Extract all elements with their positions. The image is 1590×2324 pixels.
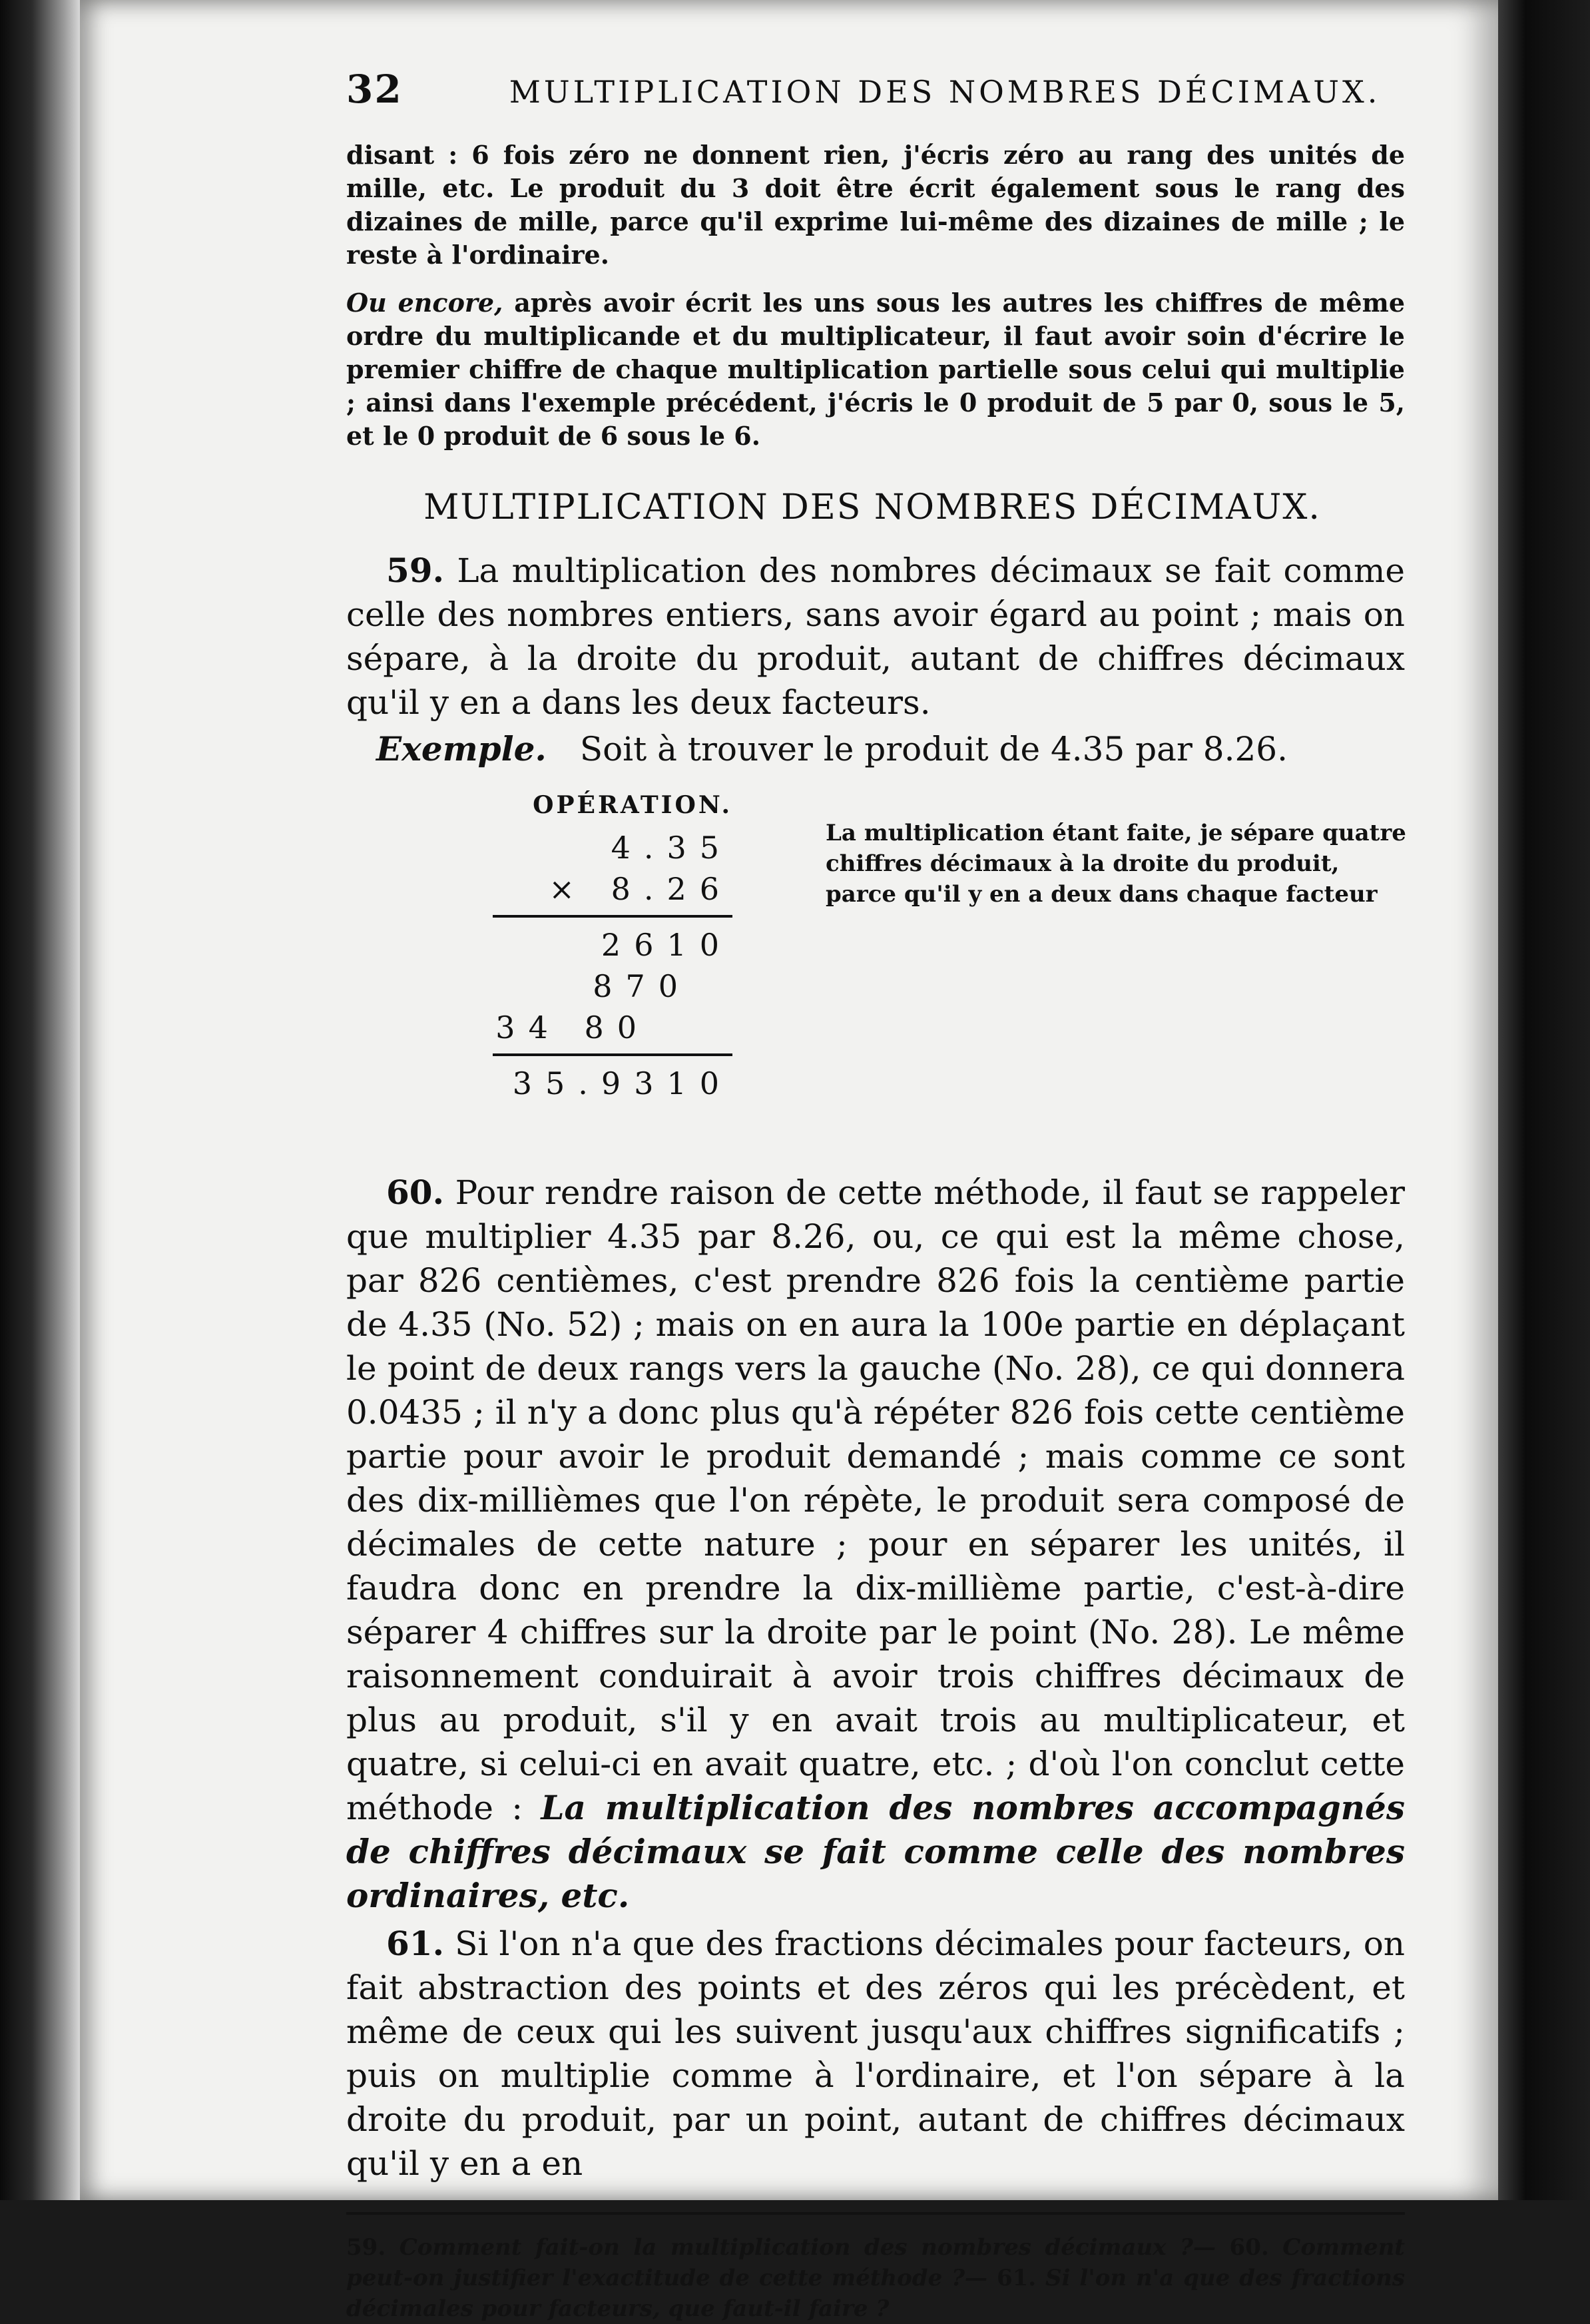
footnote-number-60: 60. (1229, 2234, 1269, 2261)
partial-product-1: 2610 (601, 927, 732, 963)
article-60-text: Pour rendre raison de cette méthode, il faut se rappeler que multiplier 4.35 par 8.26, ou, ce qui est la même chose, par 826 centièmes, c'est prendre 826 fois la centième partie de 4.35 (No. 52) ; mais on en aura la 100e partie en déplaçant le point de deux rangs vers la gauche (No. 28), ce qui donnera 0.0435 ; il n'y a donc plus qu'à répéter 826 fois cette centième partie pour avoir le produit demandé ; mais comme ce sont des dix-millièmes que l'on répète, le produit sera composé de décimales de cette nature ; pour en séparer les unités, il faudra donc en prendre la dix-millième partie, c'est-à-dire séparer 4 chiffres sur la droite par le point (No. 28). Le même raisonnement conduirait à avoir trois chiffres décimaux de plus au produit, s'il y en avait trois au multiplicateur, et quatre, si celui-ci en avait quatre, etc. ; d'où l'on conclut cette méthode : (346, 1173, 1405, 1827)
page-number: 32 (346, 67, 403, 112)
operation-block (493, 791, 732, 1104)
footnote-questions (346, 2232, 1405, 2324)
example-line (346, 727, 1398, 771)
footnote-question-60: Comment peut-on justifier l'exactitude de cette méthode ?— (346, 2234, 1406, 2291)
page-content (260, 67, 1406, 2324)
article-number-60: 60. (386, 1173, 444, 1212)
example-label: Exemple. (376, 729, 547, 768)
footnote-question-61: Si l'on n'a que des fractions décimales pour facteurs, que faut-il faire ? (346, 2265, 1405, 2322)
multiplier: × 8.26 (549, 871, 732, 907)
partial-product-3: 34 80 (495, 1010, 650, 1045)
intro-lead-italic: Ou encore, (346, 288, 503, 318)
book-binding-edge (0, 0, 80, 2200)
intro-paragraph-2-text: après avoir écrit les uns sous les autres les chiffres de même ordre du multiplicande et du multiplicateur, il faut avoir soin d'écrire le premier chiffre de chaque multiplication partielle sous celui qui multiplie ; ainsi dans l'exemple précédent, j'écris le 0 produit de 5 par 0, sous le 5, et le 0 produit de 6 sous le 6. (346, 288, 1405, 451)
operation-area (346, 791, 1406, 1144)
footnote-number-61: 61. (996, 2265, 1037, 2291)
partial-product-2: 870 (593, 968, 691, 1004)
article-60 (346, 1171, 1405, 1918)
running-title: MULTIPLICATION DES NOMBRES DÉCIMAUX. (509, 74, 1381, 110)
running-head (346, 67, 1398, 112)
multiplicand: 4.35 (611, 830, 732, 866)
example-text: Soit à trouver le produit de 4.35 par 8.26. (579, 730, 1288, 768)
footnote-number-59: 59. (346, 2234, 386, 2261)
operation-rule (493, 915, 732, 918)
footnote-question-59: Comment fait-on la multiplication des nombres décimaux ?— (386, 2234, 1230, 2261)
intro-text (346, 139, 1405, 453)
article-number-61: 61. (386, 1924, 444, 1963)
article-59-text: La multiplication des nombres décimaux se fait comme celle des nombres entiers, sans avoir égard au point ; mais on sépare, à la droite du produit, autant de chiffres décimaux qu'il y en a dans les deux facteurs. (346, 551, 1405, 722)
article-60-rule-italic: La multiplication des nombres accompagnés de chiffres décimaux se fait comme celle des nombres ordinaires, etc. (346, 1788, 1405, 1915)
footnote-rule (346, 2212, 1405, 2215)
operation-title: OPÉRATION. (533, 791, 732, 819)
result-rule (493, 1053, 732, 1056)
article-number-59: 59. (386, 551, 444, 590)
article-61-text: Si l'on n'a que des fractions décimales pour facteurs, on fait abstraction des points et des zéros qui les précèdent, et même de ceux qui les suivent jusqu'aux chiffres significatifs ; puis on multiplie comme à l'ordinaire, et l'on sépare à la droite du produit, par un point, autant de chiffres décimaux qu'il y en a en (346, 1924, 1405, 2183)
operation-note: La multiplication étant faite, je sépare quatre chiffres décimaux à la droite du produit, parce qu'il y en a deux dans chaque facteur (826, 820, 1406, 908)
facing-page-edge (1498, 0, 1590, 2200)
section-title: MULTIPLICATION DES NOMBRES DÉCIMAUX. (423, 487, 1321, 527)
article-61 (346, 1922, 1405, 2185)
operation-result: 35.9310 (512, 1065, 732, 1101)
intro-paragraph-2 (346, 286, 1405, 453)
intro-paragraph-1: disant : 6 fois zéro ne donnent rien, j'écris zéro au rang des unités de mille, etc. Le produit du 3 doit être écrit également sous le rang des dizaines de mille, parce qu'il exprime lui-même des dizaines de mille ; le reste à l'ordinaire. (346, 140, 1405, 270)
article-59 (346, 549, 1405, 725)
